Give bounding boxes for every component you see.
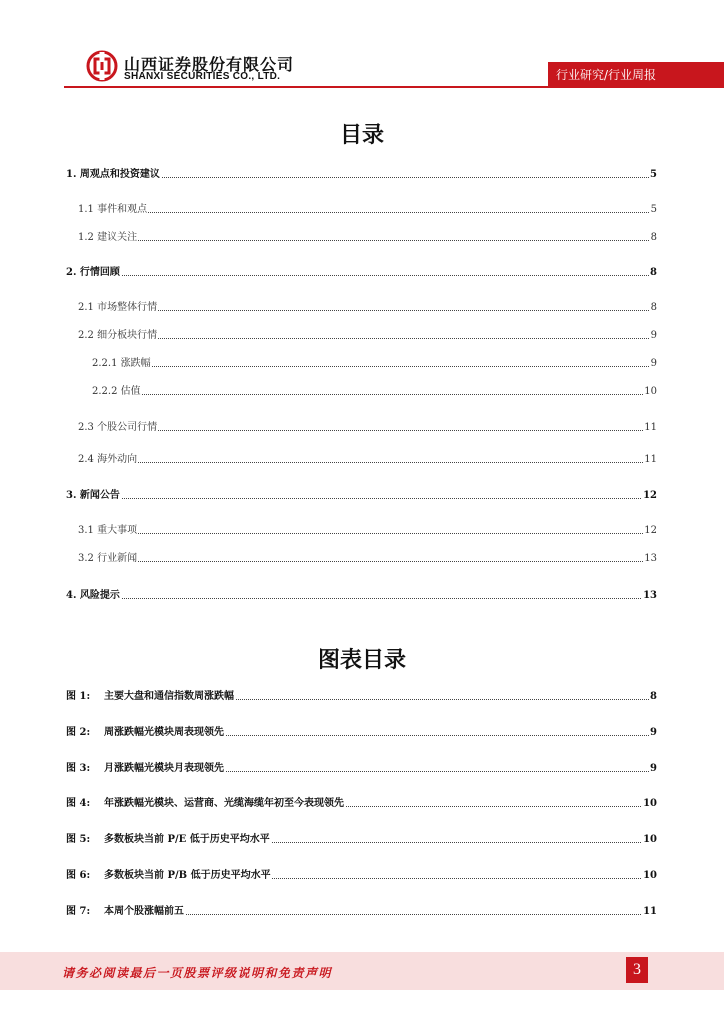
toc-leader-dots xyxy=(92,394,657,395)
figure-entry-page: 10 xyxy=(643,798,657,809)
toc-entry-page: 9 xyxy=(650,330,657,341)
toc-entry-page: 11 xyxy=(644,422,657,433)
toc-entry-page: 10 xyxy=(644,386,657,397)
toc-entry-page: 13 xyxy=(643,590,657,601)
figure-label: 图 6: xyxy=(66,870,91,881)
toc-entry-page: 8 xyxy=(650,232,657,243)
toc-entry[interactable] xyxy=(0,489,724,505)
figure-entry-page: 8 xyxy=(650,691,657,702)
figure-label: 图 7: xyxy=(66,906,91,917)
toc-entry[interactable] xyxy=(0,231,724,247)
toc-entry-title: 2. 行情回顾 xyxy=(66,267,120,278)
toc-leader-dots xyxy=(78,533,657,534)
toc-leader-dots xyxy=(92,366,657,367)
toc-entry[interactable] xyxy=(0,421,724,437)
toc-entry[interactable] xyxy=(0,589,724,605)
toc-entry-title: 2.2.1 涨跌幅 xyxy=(92,358,151,369)
toc-entry-page: 5 xyxy=(650,169,657,180)
toc-leader-dots xyxy=(78,212,657,213)
company-name-en: SHANXI SECURITIES CO., LTD. xyxy=(124,71,281,82)
figure-entry-title xyxy=(66,869,272,883)
figure-label: 图 5: xyxy=(66,834,91,845)
toc-entry[interactable] xyxy=(0,385,724,401)
figure-caption: 多数板块当前 P/E 低于历史平均水平 xyxy=(104,834,270,845)
toc-entry[interactable] xyxy=(0,357,724,373)
header-divider xyxy=(64,86,724,88)
toc-entry-page: 11 xyxy=(644,454,657,465)
toc-entry-page: 8 xyxy=(650,302,657,313)
page-number: 3 xyxy=(626,957,648,983)
figure-caption: 主要大盘和通信指数周涨跌幅 xyxy=(104,691,234,702)
figure-entry-title xyxy=(66,905,185,919)
toc-entry[interactable] xyxy=(0,168,724,184)
toc-entry-title: 3.1 重大事项 xyxy=(78,525,138,536)
toc-entry-page: 5 xyxy=(650,204,657,215)
report-category-tab xyxy=(548,62,724,86)
toc-entry[interactable] xyxy=(0,203,724,219)
toc-entry-title: 1.1 事件和观点 xyxy=(78,204,148,215)
figure-caption: 月涨跌幅光模块月表现领先 xyxy=(104,763,224,774)
toc-leader-dots xyxy=(78,240,657,241)
figure-entry-page: 9 xyxy=(650,727,657,738)
figure-label: 图 2: xyxy=(66,727,91,738)
toc-entry-title: 2.1 市场整体行情 xyxy=(78,302,158,313)
toc-entry-page: 8 xyxy=(650,267,657,278)
toc-leader-dots xyxy=(78,462,657,463)
toc-leader-dots xyxy=(78,338,657,339)
figure-entry[interactable] xyxy=(0,690,724,706)
toc-leader-dots xyxy=(66,275,657,276)
toc-leader-dots xyxy=(66,498,657,499)
toc-entry[interactable] xyxy=(0,552,724,568)
toc-entry-title: 2.3 个股公司行情 xyxy=(78,422,158,433)
figure-caption: 多数板块当前 P/B 低于历史平均水平 xyxy=(104,870,271,881)
figure-entry-title xyxy=(66,797,345,811)
toc-title: 目录 xyxy=(339,123,384,148)
figure-entry-title xyxy=(66,726,225,740)
figure-entry-page: 10 xyxy=(643,870,657,881)
toc-entry-title: 4. 风险提示 xyxy=(66,590,120,601)
toc-entry[interactable] xyxy=(0,329,724,345)
toc-leader-dots xyxy=(78,561,657,562)
toc-entry-page: 9 xyxy=(650,358,657,369)
figure-caption: 年涨跌幅光模块、运营商、光缆海缆年初至今表现领先 xyxy=(104,798,344,809)
toc-entry[interactable] xyxy=(0,266,724,282)
figure-entry-page: 10 xyxy=(643,834,657,845)
figure-entry-page: 9 xyxy=(650,763,657,774)
figure-label: 图 3: xyxy=(66,763,91,774)
figure-label: 图 1: xyxy=(66,691,91,702)
figure-entry[interactable] xyxy=(0,762,724,778)
figure-entry[interactable] xyxy=(0,726,724,742)
company-name-cn: 山西证券股份有限公司 xyxy=(124,55,295,74)
toc-entry-title: 3. 新闻公告 xyxy=(66,490,120,501)
toc-entry[interactable] xyxy=(0,524,724,540)
report-category-label: 行业研究/行业周报 xyxy=(556,68,657,82)
company-logo-icon xyxy=(86,50,118,82)
figure-entry[interactable] xyxy=(0,869,724,885)
figure-caption: 本周个股涨幅前五 xyxy=(104,906,184,917)
figure-entry-title xyxy=(66,762,225,776)
toc-entry-title: 2.2 细分板块行情 xyxy=(78,330,158,341)
toc-entry-page: 12 xyxy=(643,490,657,501)
figure-caption: 周涨跌幅光模块周表现领先 xyxy=(104,727,224,738)
toc-leader-dots xyxy=(78,310,657,311)
toc-entry[interactable] xyxy=(0,453,724,469)
toc-leader-dots xyxy=(78,430,657,431)
toc-entry-page: 13 xyxy=(644,553,657,564)
toc-entry-title: 1. 周观点和投资建议 xyxy=(66,169,160,180)
figure-entry[interactable] xyxy=(0,905,724,921)
toc-leader-dots xyxy=(66,598,657,599)
figure-entry-title xyxy=(66,833,271,847)
toc-entry-title: 2.2.2 估值 xyxy=(92,386,141,397)
toc-entry-title: 3.2 行业新闻 xyxy=(78,553,138,564)
toc-entry-title: 1.2 建议关注 xyxy=(78,232,138,243)
toc-entry[interactable] xyxy=(0,301,724,317)
toc-entry-title: 2.4 海外动向 xyxy=(78,454,138,465)
figure-entry[interactable] xyxy=(0,797,724,813)
toc-entry-page: 12 xyxy=(644,525,657,536)
footer-disclaimer: 请务必阅读最后一页股票评级说明和免责声明 xyxy=(62,966,333,980)
figure-entry-page: 11 xyxy=(643,906,657,917)
figure-label: 图 4: xyxy=(66,798,91,809)
figure-entry[interactable] xyxy=(0,833,724,849)
figures-title: 图表目录 xyxy=(317,648,406,673)
figure-entry-title xyxy=(66,690,235,704)
